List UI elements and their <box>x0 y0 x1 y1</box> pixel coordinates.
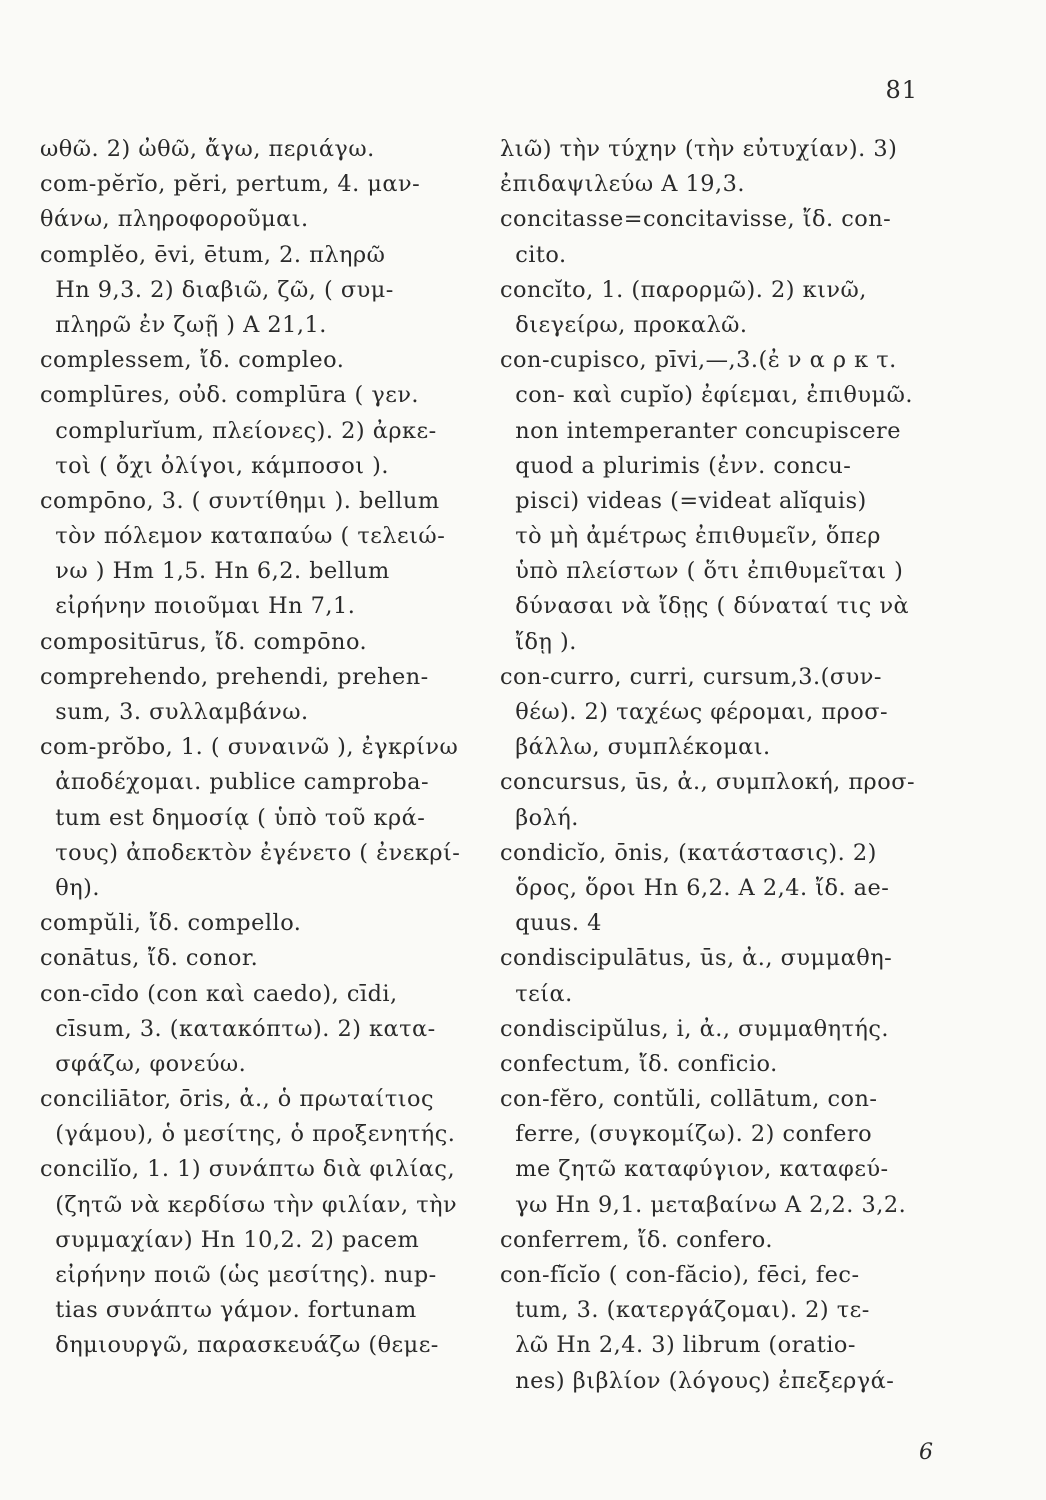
dictionary-line: tum, 3. (κατεργάζομαι). 2) τε- <box>500 1297 870 1324</box>
dictionary-line: compŭli, ἴδ. compello. <box>40 910 302 937</box>
dictionary-line: con-cīdo (con καὶ caedo), cīdi, <box>40 980 398 1007</box>
page-number: 81 <box>885 76 918 104</box>
dictionary-line: condiscipŭlus, i, ἀ., συμμαθητής. <box>500 1015 890 1042</box>
dictionary-line: θη). <box>40 874 100 901</box>
signature-mark: 6 <box>919 1440 933 1465</box>
dictionary-line: complūres, οὐδ. complūra ( γεν. <box>40 382 420 409</box>
dictionary-line: concursus, ūs, ἀ., συμπλοκή, προσ- <box>500 769 916 796</box>
right-column <box>500 132 940 1399</box>
dictionary-line: νω ) Hm 1,5. Hn 6,2. bellum <box>40 558 390 585</box>
dictionary-line: συμμαχίαν) Hn 10,2. 2) pacem <box>40 1226 420 1253</box>
dictionary-line: θάνω, πληροφοροῦμαι. <box>40 206 309 233</box>
dictionary-line: complĕo, ēvi, ētum, 2. πληρῶ <box>40 241 386 268</box>
dictionary-line: δύνασαι νὰ ἴδῃς ( δύναταί τις νὰ <box>500 593 910 620</box>
dictionary-line: concilĭo, 1. 1) συνάπτω διὰ φιλίας, <box>40 1156 456 1183</box>
dictionary-line: complurĭum, πλείονες). 2) ἀρκε- <box>40 417 437 444</box>
dictionary-line: ωθῶ. 2) ὠθῶ, ἄγω, περιάγω. <box>40 136 375 162</box>
dictionary-line: quod a plurimis (ἐνν. concu- <box>500 452 852 479</box>
dictionary-line: conciliātor, ōris, ἀ., ὁ πρωταίτιος <box>40 1086 435 1113</box>
dictionary-line: τὸ μὴ ἀμέτρως ἐπιθυμεῖν, ὅπερ <box>500 523 881 550</box>
dictionary-line: con- καὶ cupĭo) ἐφίεμαι, ἐπιθυμῶ. <box>500 382 913 409</box>
dictionary-line: (γάμου), ὁ μεσίτης, ὁ προξενητής. <box>40 1121 456 1148</box>
dictionary-line: quus. 4 <box>500 910 602 937</box>
dictionary-line: conferrem, ἴδ. confero. <box>500 1226 773 1253</box>
dictionary-line: τεία. <box>500 980 573 1007</box>
dictionary-line: pisci) videas (=videat alĭquis) <box>500 487 867 514</box>
dictionary-line: τὸν πόλεμον καταπαύω ( τελειώ- <box>40 523 446 550</box>
left-column <box>40 132 480 1364</box>
dictionary-line: τους) ἀποδεκτὸν ἐγένετο ( ἐνεκρί- <box>40 839 461 866</box>
dictionary-line: cīsum, 3. (κατακόπτω). 2) κατα- <box>40 1015 436 1042</box>
dictionary-line: concĭto, 1. (παρορμῶ). 2) κινῶ, <box>500 276 867 303</box>
dictionary-line: ἐπιδαψιλεύω A 19,3. <box>500 171 745 198</box>
dictionary-line: cito. <box>500 241 567 268</box>
dictionary-line: πληρῶ ἐν ζωῇ ) A 21,1. <box>40 311 327 338</box>
dictionary-line: Hn 9,3. 2) διαβιῶ, ζῶ, ( συμ- <box>40 276 394 303</box>
dictionary-line: con-fĕro, contŭli, collātum, con- <box>500 1086 878 1113</box>
dictionary-line: tum est δημοσίᾳ ( ὑπὸ τοῦ κρά- <box>40 804 426 831</box>
dictionary-line: con-fĭcĭo ( con-făcio), fēci, fec- <box>500 1262 860 1288</box>
dictionary-line: λῶ Hn 2,4. 3) librum (oratio- <box>500 1332 856 1359</box>
dictionary-line: δημιουργῶ, παρασκευάζω (θεμε- <box>40 1332 439 1359</box>
dictionary-line: σφάζω, φονεύω. <box>40 1050 247 1077</box>
dictionary-line: ὑπὸ πλείστων ( ὅτι ἐπιθυμεῖται ) <box>500 558 904 585</box>
dictionary-line: concitasse=concitavisse, ἴδ. con- <box>500 206 892 233</box>
dictionary-line: εἰρήνην ποιῶ (ὡς μεσίτης). nup- <box>40 1262 437 1288</box>
dictionary-line: ferre, (συγκομίζω). 2) confero <box>500 1121 873 1148</box>
dictionary-line: conātus, ἴδ. conor. <box>40 945 259 972</box>
dictionary-line: complessem, ἴδ. compleo. <box>40 347 345 374</box>
dictionary-line: condicĭo, ōnis, (κατάστασις). 2) <box>500 839 877 866</box>
dictionary-line: ἴδῃ ). <box>500 628 577 655</box>
dictionary-line: comprehendo, prehendi, prehen- <box>40 663 429 690</box>
dictionary-line: con-cupisco, pīvi,—,3.(ἐ ν α ρ κ τ. <box>500 347 897 374</box>
dictionary-line: com-prŏbo, 1. ( συναινῶ ), ἐγκρίνω <box>40 734 459 761</box>
dictionary-line: (ζητῶ νὰ κερδίσω τὴν φιλίαν, τὴν <box>40 1191 458 1218</box>
dictionary-line: εἰρήνην ποιοῦμαι Hn 7,1. <box>40 593 356 620</box>
dictionary-line: διεγείρω, προκαλῶ. <box>500 311 748 338</box>
dictionary-line: βάλλω, συμπλέκομαι. <box>500 734 771 761</box>
dictionary-line: condiscipulātus, ūs, ἀ., συμμαθη- <box>500 945 893 972</box>
dictionary-line: ὅρος, ὅροι Hn 6,2. A 2,4. ἴδ. ae- <box>500 874 890 901</box>
dictionary-line: λιῶ) τὴν τύχην (τὴν εὐτυχίαν). 3) <box>500 136 898 162</box>
dictionary-line: tias συνάπτω γάμον. fortunam <box>40 1297 417 1324</box>
dictionary-line: nes) βιβλίον (λόγους) ἐπεξεργά- <box>500 1367 895 1394</box>
dictionary-line: confectum, ἴδ. conficio. <box>500 1050 778 1077</box>
dictionary-line: ἀποδέχομαι. publice camproba- <box>40 769 430 796</box>
dictionary-line: non intemperanter concupiscere <box>500 417 901 444</box>
dictionary-line: con-curro, curri, cursum,3.(συν- <box>500 663 882 690</box>
dictionary-line: com-pĕrĭo, pĕri, pertum, 4. μαν- <box>40 171 421 198</box>
dictionary-line: compositūrus, ἴδ. compōno. <box>40 628 368 655</box>
dictionary-line: θέω). 2) ταχέως φέρομαι, προσ- <box>500 699 889 725</box>
dictionary-line: me ζητῶ καταφύγιον, καταφεύ- <box>500 1156 889 1183</box>
dictionary-line: sum, 3. συλλαμβάνω. <box>40 699 309 725</box>
dictionary-line: βολή. <box>500 804 579 831</box>
dictionary-line: γω Hn 9,1. μεταβαίνω A 2,2. 3,2. <box>500 1191 907 1218</box>
dictionary-line: compōno, 3. ( συντίθημι ). bellum <box>40 487 440 514</box>
dictionary-line: τοὶ ( ὄχι ὀλίγοι, κάμποσοι ). <box>40 452 389 479</box>
